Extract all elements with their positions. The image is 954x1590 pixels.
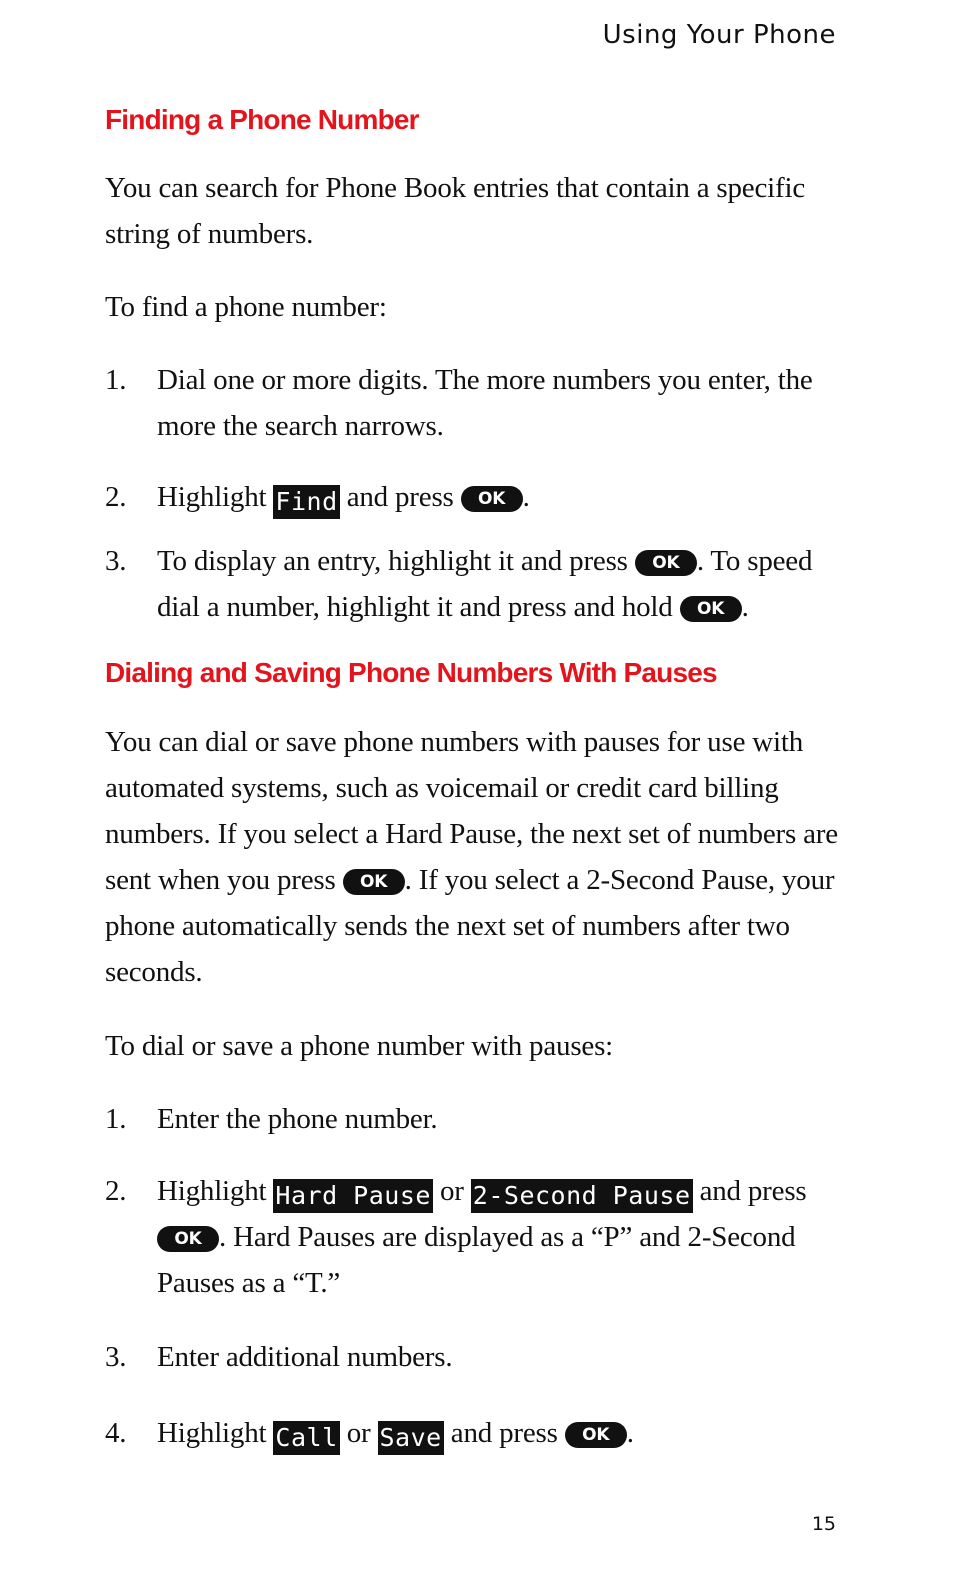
step-number: 1.	[105, 1103, 127, 1135]
section1-step-2	[105, 474, 845, 520]
ok-key-icon: OK	[157, 1226, 219, 1252]
step-text: Dial one or more digits. The more numbers you enter, the more the search narrows.	[157, 364, 813, 442]
lcd-option-hard-pause: Hard Pause	[273, 1179, 433, 1213]
step-text: Highlight Call or Save and press OK .	[157, 1410, 845, 1456]
step-number: 3.	[105, 1341, 127, 1373]
step-text: Enter additional numbers.	[157, 1341, 453, 1373]
lcd-option-2-second-pause: 2-Second Pause	[471, 1179, 693, 1213]
ok-key-icon: OK	[343, 869, 405, 895]
section1-intro: You can search for Phone Book entries that contain a specific string of numbers.	[105, 172, 805, 250]
running-head: Using Your Phone	[602, 20, 836, 50]
ok-key-icon: OK	[461, 486, 523, 512]
section2-step-4	[105, 1410, 845, 1456]
section-heading-finding: Finding a Phone Number	[105, 104, 419, 135]
section2-step-1	[105, 1096, 845, 1142]
ok-key-icon: OK	[635, 550, 697, 576]
step-number: 2.	[105, 481, 127, 513]
step-number: 4.	[105, 1417, 127, 1449]
step-text: Enter the phone number.	[157, 1103, 438, 1135]
page-number: 15	[811, 1513, 836, 1535]
ok-key-icon: OK	[680, 596, 742, 622]
section-heading-pauses: Dialing and Saving Phone Numbers With Pauses	[105, 657, 717, 688]
step-text: Highlight Find and press OK .	[157, 474, 845, 520]
section2-step-3	[105, 1334, 845, 1380]
step-text: To display an entry, highlight it and press OK . To speed dial a number, highlight it and press and hold OK .	[157, 545, 813, 623]
step-text: Highlight Hard Pause or 2-Second Pause and press OK . Hard Pauses are displayed as a “P” and 2-Second Pauses as a “T.”	[157, 1175, 807, 1299]
step-number: 2.	[105, 1175, 127, 1207]
lcd-option-find: Find	[273, 485, 339, 519]
ok-key-icon: OK	[565, 1422, 627, 1448]
lcd-option-save: Save	[378, 1421, 444, 1455]
section2-step-2	[105, 1168, 845, 1306]
section2-lead: To dial or save a phone number with pauses:	[105, 1030, 614, 1062]
section2-intro: You can dial or save phone numbers with pauses for use with automated systems, such as voicemail or credit card billing numbers. If you select a Hard Pause, the next set of numbers are sent when you press OK . If you select a 2-Second Pause, your phone automatically sends the next set of numbers after two seconds.	[105, 726, 838, 988]
section1-lead: To find a phone number:	[105, 291, 387, 323]
lcd-option-call: Call	[273, 1421, 339, 1455]
section1-step-3	[105, 538, 845, 630]
step-number: 1.	[105, 364, 127, 396]
step-number: 3.	[105, 545, 127, 577]
section1-step-1	[105, 357, 845, 449]
